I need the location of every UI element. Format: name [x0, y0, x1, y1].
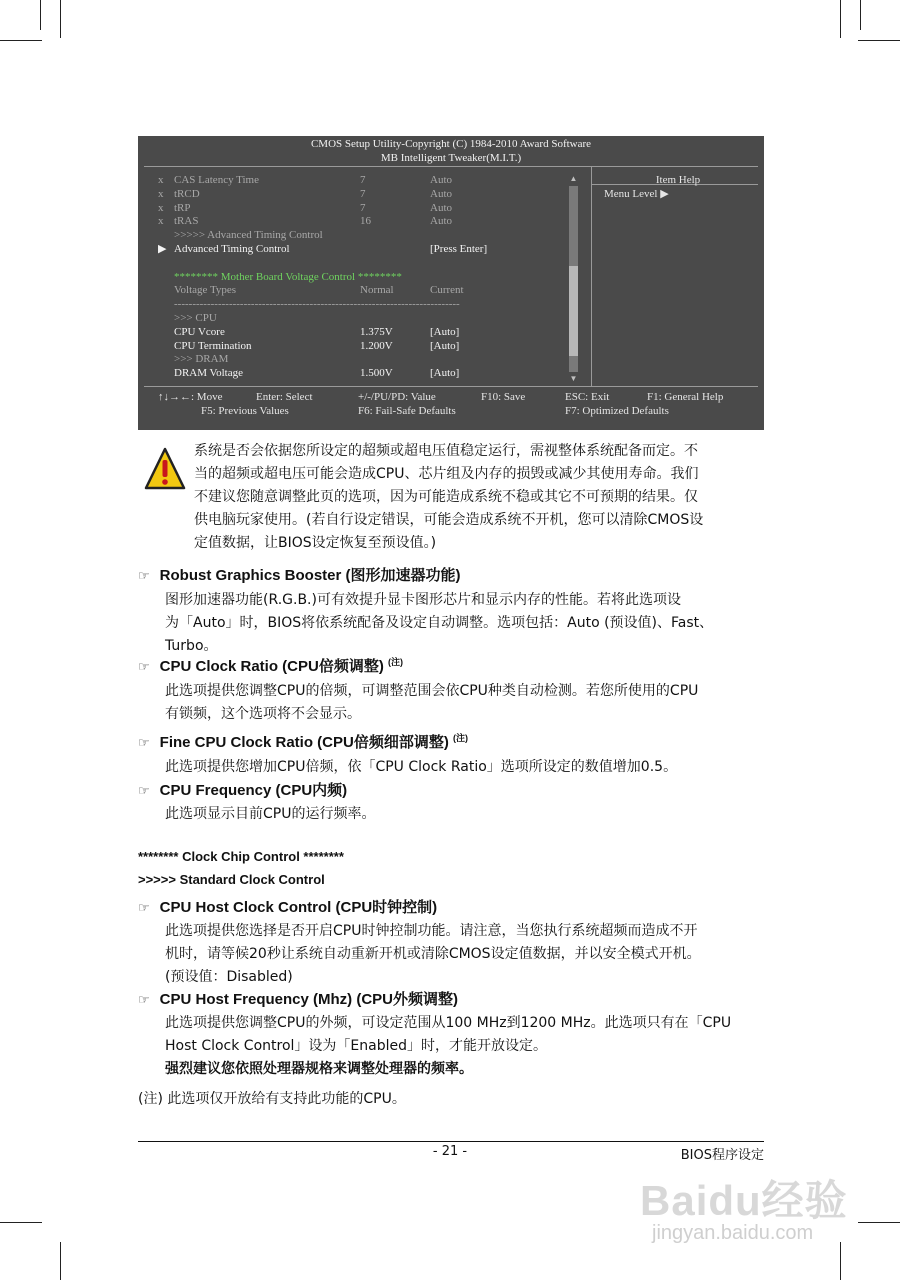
text-line: (预设值：Disabled) — [165, 969, 293, 985]
bios-row[interactable] — [138, 339, 578, 353]
freq-description — [165, 803, 375, 826]
bios-row[interactable] — [138, 325, 578, 339]
row-current-value: Auto — [430, 215, 452, 228]
hostfreq-description — [165, 1012, 731, 1058]
text-line: 定值数据，让BIOS设定恢复至预设值。) — [194, 535, 437, 551]
text-line: 为「Auto」时，BIOS将依系统配备及设定自动调整。选项包括：Auto (预设值)、Fast、 — [165, 615, 714, 631]
key-save: F10: Save — [481, 391, 526, 403]
text-line: Turbo。 — [165, 638, 218, 654]
row-current-value: Auto — [430, 187, 452, 200]
ratio-note: (注) — [388, 657, 404, 667]
row-current-value: Auto — [430, 174, 452, 186]
key-previous: F5: Previous Values — [201, 405, 289, 417]
fine-description — [165, 756, 677, 779]
pointing-hand-icon: ☞ — [138, 735, 150, 750]
row-normal-value: Normal — [360, 284, 394, 297]
row-current-value: Current — [430, 284, 464, 297]
scroll-up-icon[interactable]: ▲ — [569, 174, 578, 183]
standard-clock-control: >>>>> Standard Clock Control — [138, 872, 325, 887]
row-label: >>> DRAM — [174, 353, 229, 366]
hostfreq-recommendation: 强烈建议您依照处理器规格来调整处理器的频率。 — [165, 1061, 473, 1077]
ratio-heading — [138, 655, 403, 676]
bios-row[interactable] — [138, 187, 578, 201]
rgb-heading — [138, 564, 461, 585]
row-label: >>>>> Advanced Timing Control — [174, 229, 323, 242]
item-help-title: Item Help — [655, 174, 701, 186]
bios-row[interactable] — [138, 214, 578, 228]
row-normal-value: 16 — [360, 215, 371, 228]
bios-row[interactable] — [138, 283, 578, 297]
key-enter: Enter: Select — [256, 391, 313, 403]
text-line: 机时，请等候20秒让系统自动重新开机或清除CMOS设定值数据，并以安全模式开机。 — [165, 946, 701, 962]
row-current-value: [Auto] — [430, 325, 460, 338]
row-label: >>> CPU — [174, 312, 217, 324]
watermark-url: jingyan.baidu.com — [652, 1222, 814, 1244]
pointing-hand-icon: ☞ — [138, 783, 150, 798]
bios-row[interactable] — [138, 228, 578, 242]
crop-mark — [40, 0, 41, 30]
hostfreq-title: CPU Host Frequency (Mhz) (CPU外频调整) — [159, 991, 458, 1008]
bios-row[interactable] — [138, 311, 578, 325]
row-label: CAS Latency Time — [174, 174, 259, 186]
row-label: CPU Termination — [174, 339, 252, 352]
text-line: 不建议您随意调整此页的选项，因为可能造成系统不稳或其它不可预期的结果。仅 — [194, 489, 698, 505]
bios-header — [138, 136, 764, 167]
clock-chip-control: ******** Clock Chip Control ******** — [138, 849, 344, 864]
pointing-hand-icon: ☞ — [138, 900, 150, 915]
key-optimized: F7: Optimized Defaults — [565, 405, 669, 417]
pointing-hand-icon: ☞ — [138, 992, 150, 1007]
fine-heading — [138, 731, 468, 752]
row-label: tRP — [174, 201, 191, 214]
text-line: 此选项显示目前CPU的运行频率。 — [165, 806, 376, 822]
crop-mark — [0, 40, 42, 41]
bios-title: CMOS Setup Utility-Copyright (C) 1984-2010 Award Software — [310, 138, 592, 150]
key-move: ↑↓→←: Move — [158, 391, 223, 403]
text-line: 此选项提供您调整CPU的倍频，可调整范围会依CPU种类自动检测。若您所使用的CPU — [165, 683, 699, 699]
section-title: BIOS程序设定 — [680, 1148, 764, 1163]
key-esc: ESC: Exit — [565, 391, 610, 403]
row-normal-value: 1.200V — [360, 339, 393, 352]
row-label: tRAS — [174, 215, 199, 228]
row-marker: ▶ — [158, 243, 167, 255]
crop-mark — [0, 1222, 42, 1223]
row-normal-value: 7 — [360, 187, 366, 200]
footer-divider — [144, 386, 758, 387]
crop-mark — [60, 0, 61, 38]
pointing-hand-icon: ☞ — [138, 659, 150, 674]
pointing-hand-icon: ☞ — [138, 568, 150, 583]
rgb-description — [165, 589, 713, 658]
crop-mark — [60, 1242, 61, 1280]
text-line: 供电脑玩家使用。(若自行设定错误，可能会造成系统不开机，您可以清除CMOS设 — [194, 512, 704, 528]
row-current-value: [Auto] — [430, 367, 460, 380]
bios-row[interactable] — [138, 270, 578, 284]
header-divider — [144, 166, 758, 167]
row-label: CPU Vcore — [174, 325, 225, 338]
text-line: 有锁频，这个选项将不会显示。 — [165, 706, 361, 722]
bios-screenshot — [138, 136, 764, 430]
row-normal-value: 7 — [360, 201, 366, 214]
row-normal-value: 1.500V — [360, 367, 393, 380]
row-marker: x — [158, 187, 164, 200]
text-line: 此选项提供您调整CPU的外频，可设定范围从100 MHz到1200 MHz。此选项只有在「CPU — [165, 1015, 732, 1031]
text-line: 此选项提供您增加CPU倍频，依「CPU Clock Ratio」选项所设定的数值增加0.5。 — [165, 759, 678, 775]
row-label: ******** Mother Board Voltage Control ******** — [174, 270, 402, 283]
fine-note: (注) — [453, 733, 469, 743]
bios-row[interactable] — [138, 242, 578, 256]
warning-triangle-icon — [144, 446, 186, 492]
row-current-value: [Auto] — [430, 339, 460, 352]
scrollbar[interactable] — [569, 174, 578, 384]
bios-subtitle: MB Intelligent Tweaker(M.I.T.) — [380, 152, 522, 164]
row-current-value: [Press Enter] — [430, 243, 488, 255]
warning-text — [194, 440, 766, 555]
text-line: 图形加速器功能(R.G.B.)可有效提升显卡图形芯片和显示内存的性能。若将此选项设 — [165, 592, 681, 608]
footnote: (注) 此选项仅开放给有支持此功能的CPU。 — [138, 1091, 406, 1107]
row-label: Advanced Timing Control — [174, 243, 290, 255]
rgb-title: Robust Graphics Booster (图形加速器功能) — [159, 567, 461, 584]
scroll-thumb[interactable] — [569, 266, 578, 356]
bios-row[interactable] — [138, 201, 578, 215]
row-marker: x — [158, 215, 164, 228]
text-line: 系统是否会依据您所设定的超频或超电压值稳定运行，需视整体系统配备而定。不 — [194, 443, 698, 459]
bios-row[interactable] — [138, 366, 578, 380]
bios-row[interactable] — [138, 256, 578, 270]
crop-mark — [840, 1242, 841, 1280]
freq-heading — [138, 779, 347, 800]
crop-mark — [858, 1222, 900, 1223]
crop-mark — [860, 0, 861, 30]
bios-row[interactable] — [138, 297, 578, 311]
crop-mark — [858, 40, 900, 41]
hostfreq-heading — [138, 988, 458, 1009]
pane-divider — [591, 167, 592, 386]
page-number: - 21 - — [432, 1144, 468, 1159]
menu-level: Menu Level ▶ — [604, 188, 669, 200]
row-current-value: Auto — [430, 201, 452, 214]
row-marker: x — [158, 174, 164, 186]
host-heading — [138, 896, 437, 917]
text-line: 当的超频或超电压可能会造成CPU、芯片组及内存的损毁或减少其使用寿命。我们 — [194, 466, 699, 482]
scroll-down-icon[interactable]: ▼ — [569, 374, 578, 383]
ratio-description — [165, 680, 698, 726]
host-title: CPU Host Clock Control (CPU时钟控制) — [159, 899, 438, 916]
fine-title: Fine CPU Clock Ratio (CPU倍频细部调整) — [159, 734, 449, 751]
key-help: F1: General Help — [647, 391, 724, 403]
bios-row[interactable] — [138, 352, 578, 366]
key-value: +/-/PU/PD: Value — [358, 391, 436, 403]
host-description — [165, 920, 701, 989]
row-label: ------------------------------------------------------------------------------ — [174, 298, 460, 311]
row-marker: x — [158, 201, 164, 214]
row-label: Voltage Types — [174, 284, 237, 297]
row-label: DRAM Voltage — [174, 367, 243, 380]
footer-rule — [138, 1141, 764, 1142]
row-normal-value: 1.375V — [360, 325, 393, 338]
watermark-logo: Baidu经验 — [640, 1177, 848, 1224]
crop-mark — [840, 0, 841, 38]
row-normal-value: 7 — [360, 174, 366, 186]
ratio-title: CPU Clock Ratio (CPU倍频调整) — [159, 658, 384, 675]
bios-row[interactable] — [138, 173, 578, 187]
text-line: Host Clock Control」设为「Enabled」时，才能开放设定。 — [165, 1038, 547, 1054]
freq-title: CPU Frequency (CPU内频) — [159, 782, 348, 799]
row-label: tRCD — [174, 187, 200, 200]
text-line: 此选项提供您选择是否开启CPU时钟控制功能。请注意，当您执行系统超频而造成不开 — [165, 923, 698, 939]
key-failsafe: F6: Fail-Safe Defaults — [358, 405, 456, 417]
